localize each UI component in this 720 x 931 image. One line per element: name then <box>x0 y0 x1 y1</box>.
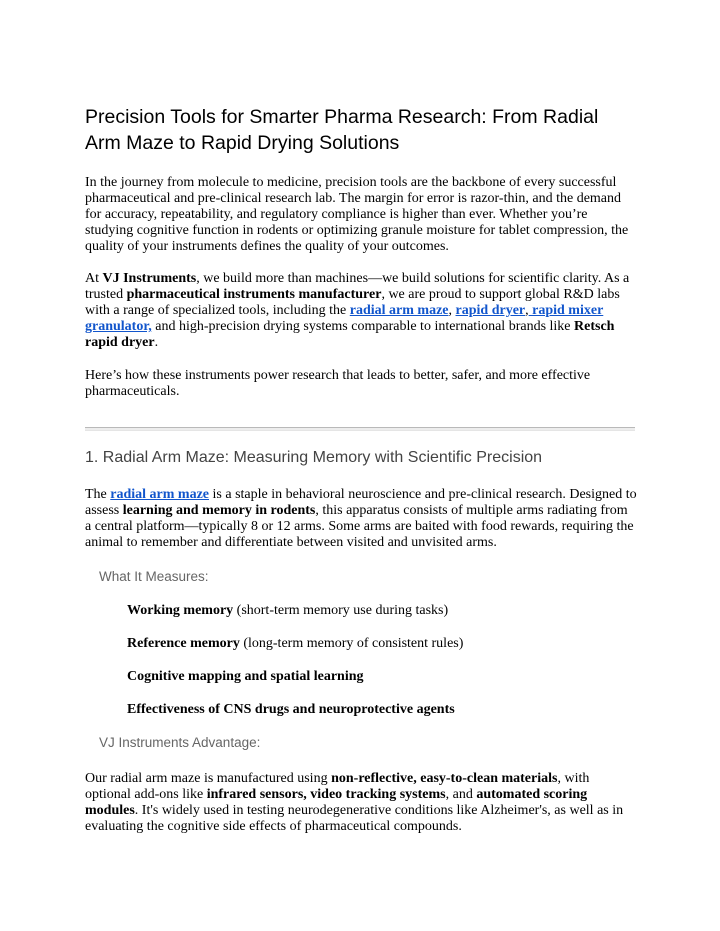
advantage-heading: VJ Instruments Advantage: <box>99 735 261 750</box>
intro-paragraph: In the journey from molecule to medicine, precision tools are the backbone of every successful pharmaceutical and pre-clinical research lab. The margin for error is razor-thin, and the demand for accuracy, repeatability, and regulatory compliance is higher than ever. Whether you’re studying cognitive function in rodents or optimizing granule moisture for tablet compression, the quality of your instruments defines the quality of your outcomes. <box>85 175 629 254</box>
about-text-5: . <box>154 335 159 350</box>
section-1-paragraph-1 <box>85 487 637 551</box>
measure-item <box>127 636 463 652</box>
about-paragraph <box>85 271 637 351</box>
measure-item-rest: (short-term memory use during tasks) <box>233 603 449 618</box>
measure-item-bold: Effectiveness of CNS drugs and neuroprotective agents <box>127 702 455 717</box>
radial-arm-maze-link-2[interactable]: radial arm maze <box>110 487 210 502</box>
s1p2-text-2: , with optional add-ons like <box>85 771 590 802</box>
measure-item <box>127 669 364 685</box>
measure-item-bold: Reference memory <box>127 636 240 651</box>
s1p2-text-4: . It's widely used in testing neurodegenerative conditions like Alzheimer's, as well as in evaluating the cognitive side effects of pharmaceutical compounds. <box>85 803 624 834</box>
s1p1-text-2: is a staple in behavioral neuroscience and pre-clinical research. Designed to assess <box>85 487 637 518</box>
measure-item-bold: Working memory <box>127 603 234 618</box>
s1p1-text-3: , this apparatus consists of multiple arms radiating from a central platform—typically 8 or 12 arms. Some arms are baited with food rewards, requiring the animal to remember and differentiate between visited and unvisited arms. <box>85 503 634 550</box>
about-sep-1: , <box>448 303 456 318</box>
retsch-brand: Retsch rapid dryer <box>85 319 615 350</box>
company-name: VJ Instruments <box>102 271 197 286</box>
what-it-measures-heading: What It Measures: <box>99 569 209 584</box>
section-1-heading: 1. Radial Arm Maze: Measuring Memory with Scientific Precision <box>85 449 543 466</box>
s1p2-bold-3: automated scoring modules <box>85 787 588 818</box>
page-title: Precision Tools for Smarter Pharma Research: From Radial Arm Maze to Rapid Drying Solutions <box>85 106 599 154</box>
rapid-mixer-granulator-link[interactable]: rapid mixer granulator, <box>85 303 604 334</box>
about-text-4: and high-precision drying systems comparable to international brands like <box>151 319 575 334</box>
horizontal-divider <box>85 427 635 431</box>
measure-item-bold: Cognitive mapping and spatial learning <box>127 669 364 684</box>
about-text-3: , we are proud to support global R&D labs with a range of specialized tools, including the <box>85 287 620 318</box>
s1p2-bold-1: non-reflective, easy-to-clean materials <box>331 771 558 786</box>
radial-arm-maze-link[interactable]: radial arm maze <box>349 303 449 318</box>
manufacturer-role: pharmaceutical instruments manufacturer <box>126 287 382 302</box>
s1p1-bold: learning and memory in rodents <box>122 503 316 518</box>
about-text-1: At <box>85 271 103 286</box>
rapid-dryer-link[interactable]: rapid dryer <box>455 303 526 318</box>
s1p1-text-1: The <box>85 487 111 502</box>
heres-paragraph: Here’s how these instruments power research that leads to better, safer, and more effective pharmaceuticals. <box>85 368 591 399</box>
measure-item <box>127 702 455 718</box>
about-text-2: , we build more than machines—we build solutions for scientific clarity. As a trusted <box>85 271 630 302</box>
s1p2-bold-2: infrared sensors, video tracking systems <box>206 787 446 802</box>
measure-item <box>127 603 448 619</box>
s1p2-text-3: , and <box>445 787 477 802</box>
measure-item-rest: (long-term memory of consistent rules) <box>239 636 464 651</box>
about-sep-2: , <box>525 303 529 318</box>
section-1-paragraph-2 <box>85 771 637 835</box>
s1p2-text-1: Our radial arm maze is manufactured using <box>85 771 332 786</box>
